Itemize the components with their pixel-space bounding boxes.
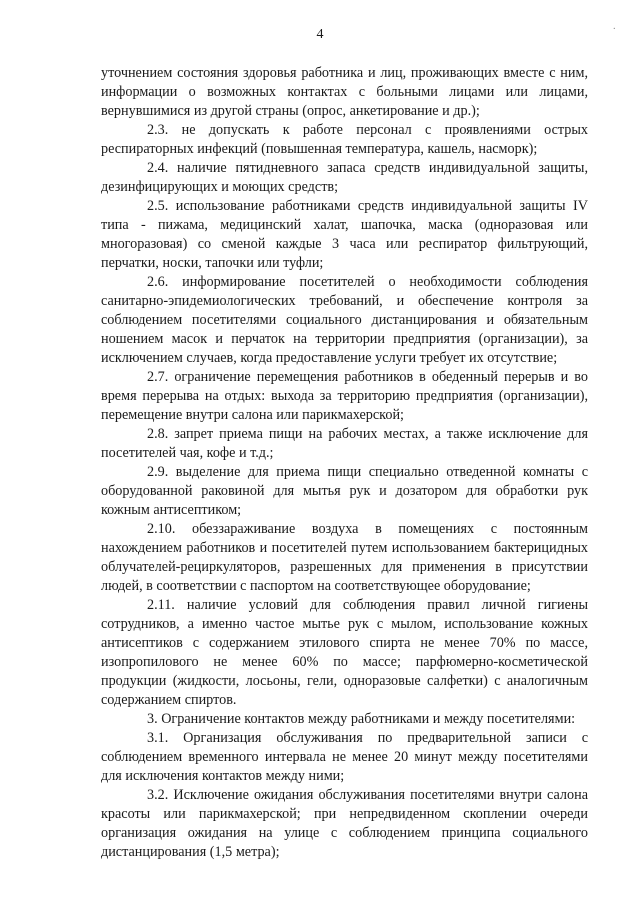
corner-mark: · — [612, 24, 616, 35]
paragraph-2-4: 2.4. наличие пятидневного запаса средств индивидуальной защиты, дезинфицирующих и моющих средств; — [101, 160, 588, 195]
paragraph-2-8: 2.8. запрет приема пищи на рабочих местах, а также исключение для посетителей чая, кофе и т.д.; — [101, 426, 588, 461]
page-number: 4 — [316, 27, 324, 42]
paragraph-2-9: 2.9. выделение для приема пищи специально отведенной комнаты с оборудованной раковиной для мытья рук и дозатором для обработки рук кожным антисептиком; — [101, 464, 588, 518]
paragraph-2-11: 2.11. наличие условий для соблюдения правил личной гигиены сотрудников, а именно частое мытье рук с мылом, использование кожных антисептиков с содержанием этилового спирта не менее 70% по массе, изопропилового не менее 60% по массе; парфюмерно-косметической продукции (жидкости, лосьоны, гели, одноразовые салфетки) с аналогичным содержанием спиртов. — [101, 597, 588, 708]
paragraph-2-5: 2.5. использование работниками средств индивидуальной защиты IV типа - пижама, медицинский халат, шапочка, маска (одноразовая или многоразовая) со сменой каждые 3 часа или респиратор фильтрующий, перчатки, носки, тапочки или туфли; — [101, 198, 588, 271]
document-body — [101, 64, 588, 862]
paragraph-2-10: 2.10. обеззараживание воздуха в помещениях с постоянным нахождением работников и посетителей путем использованием бактерицидных облучателей-рециркуляторов, разрешенных для применения в присутствии людей, в соответствии с паспортом на соответствующее оборудование; — [101, 521, 588, 594]
section-3-heading: 3. Ограничение контактов между работниками и между посетителями: — [147, 711, 576, 727]
paragraph-3-1: 3.1. Организация обслуживания по предварительной записи с соблюдением временного интервала не менее 20 минут между посетителями для исключения контактов между ними; — [101, 730, 588, 784]
paragraph-continuation: уточнением состояния здоровья работника и лиц, проживающих вместе с ним, информации о возможных контактах с больными лицами или лицами, вернувшимися из другой страны (опрос, анкетирование и др.); — [101, 65, 588, 119]
paragraph-2-7: 2.7. ограничение перемещения работников в обеденный перерыв и во время перерыва на отдых: выхода за территорию предприятия (организации), перемещение внутри салона или парикмахерской; — [101, 369, 588, 423]
paragraph-2-6: 2.6. информирование посетителей о необходимости соблюдения санитарно-эпидемиологических требований, и обеспечение контроля за соблюдением посетителями социального дистанцирования и обязательным ношением масок и перчаток на территории предприятия (организации), за исключением случаев, когда предоставление услуги требует их отсутствие; — [101, 274, 588, 366]
paragraph-2-3: 2.3. не допускать к работе персонал с проявлениями острых респираторных инфекций (повышенная температура, кашель, насморк); — [101, 122, 588, 157]
paragraph-3-2: 3.2. Исключение ожидания обслуживания посетителями внутри салона красоты или парикмахерской; при непредвиденном скоплении очереди организация ожидания на улице с соблюдением принципа социального дистанцирования (1,5 метра); — [101, 787, 588, 860]
